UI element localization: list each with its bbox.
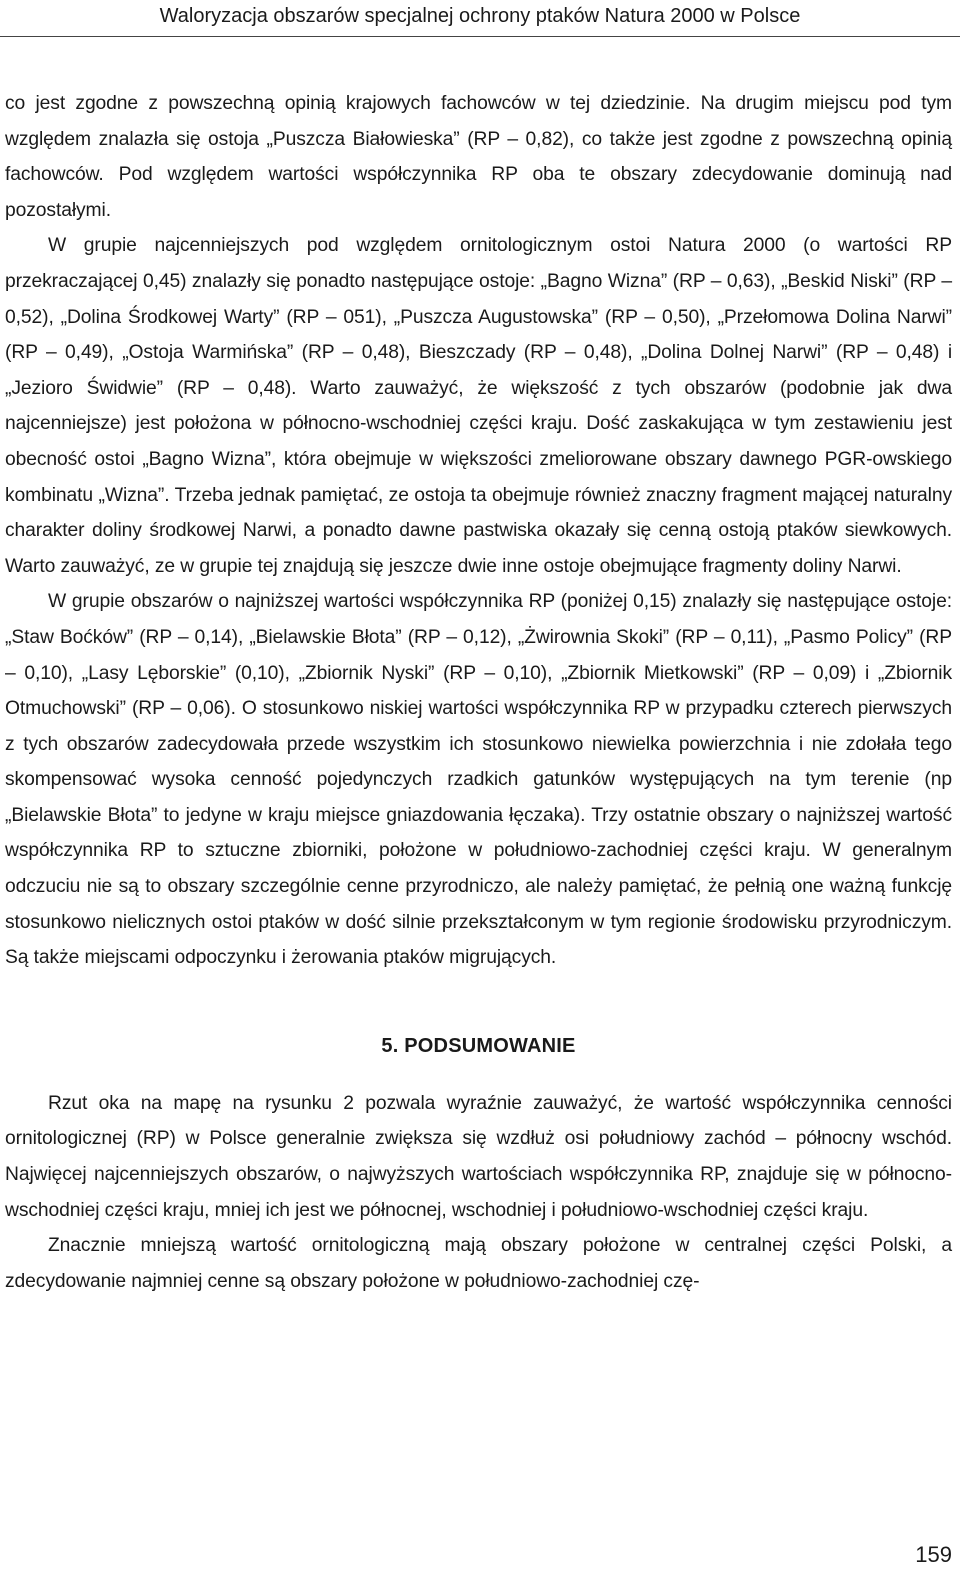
running-header [0,0,960,36]
page-number: 159 [915,1542,952,1567]
summary-paragraph-1: Rzut oka na mapę na rysunku 2 pozwala wyraźnie zauważyć, że wartość współczynnika cenności ornitologicznej (RP) w Polsce generalnie zwiększa się wzdłuż osi południowy zachód – północny wschód. Najwięcej najcenniejszych obszarów, o najwyższych wartościach współczynnika RP, znajduje się w północno-wschodniej części kraju, mniej ich jest we północnej, wschodniej i południowo-wschodniej części kraju. [5,1092,952,1221]
body-paragraph-3: W grupie obszarów o najniższej wartości współczynnika RP (poniżej 0,15) znalazły się następujące ostoje: „Staw Boćków” (RP – 0,14), „Bielawskie Błota” (RP – 0,12), „Żwirownia Skoki” (RP – 0,11), „Pasmo Policy” (RP – 0,10), „Lasy Lęborskie” (0,10), „Zbiornik Nyski” (RP – 0,10), „Zbiornik Mietkowski” (RP – 0,09) i „Zbiornik Otmuchowski” (RP – 0,06). O stosunkowo niskiej wartości współczynnika RP w przypadku czterech pierwszych z tych obszarów zadecydowała przede wszystkim ich stosunkowo niewielka powierzchnia i nie zdołała tego skompensować wysoka cenność pojedynczych rzadkich gatunków występujących na tym terenie (np „Bielawskie Błota” to jedyne w kraju miejsce gniazdowania łęczaka). Trzy ostatnie obszary o najniższej wartość współczynnika RP to sztuczne zbiorniki, położone w południowo-zachodniej części kraju. W generalnym odczuciu nie są to obszary szczególnie cenne przyrodniczo, ale należy pamiętać, że pełnią one ważną funkcję stosunkowo nielicznych ostoi ptaków w dość silnie przekształconym w tym regionie środowisku przyrodniczym. Są także miejscami odpoczynku i żerowania ptaków migrujących. [5,591,952,969]
body-paragraph-1: co jest zgodne z powszechną opinią krajowych fachowców w tej dziedzinie. Na drugim miejscu pod tym względem znalazła się ostoja „Puszcza Białowieska” (RP – 0,82), co także jest zgodne z powszechną opinią fachowców. Pod względem wartości współczynnika RP oba te obszary zdecydowanie dominują nad pozostałymi. [5,93,952,221]
document-body [5,86,952,1299]
header-divider [0,36,960,37]
body-paragraph-2: W grupie najcenniejszych pod względem ornitologicznym ostoi Natura 2000 (o wartości RP przekraczającej 0,45) znalazły się ponadto następujące ostoje: „Bagno Wizna” (RP – 0,63), „Beskid Niski” (RP – 0,52), „Dolina Środkowej Warty” (RP – 051), „Puszcza Augustowska” (RP – 0,50), „Przełomowa Dolina Narwi” (RP – 0,49), „Ostoja Warmińska” (RP – 0,48), Bieszczady (RP – 0,48), „Dolina Dolnej Narwi” (RP – 0,48) i „Jezioro Świdwie” (RP – 0,48). Warto zauważyć, że większość z tych obszarów (podobnie jak dwa najcenniejsze) jest położona w północno-wschodniej części kraju. Dość zaskakująca w tym zestawieniu jest obecność ostoi „Bagno Wizna”, która obejmuje w większości zmeliorowane obszary dawnego PGR-owskiego kombinatu „Wizna”. Trzeba jednak pamiętać, ze ostoja ta obejmuje również znaczny fragment mającej naturalny charakter doliny środkowej Narwi, a ponadto dawne pastwiska okazały się cenną ostoją ptaków siewkowych. Warto zauważyć, ze w grupie tej znajdują się jeszcze dwie inne ostoje obejmujące fragmenty doliny Narwi. [5,235,952,577]
section-heading: 5. PODSUMOWANIE [381,1034,576,1057]
summary-paragraph-2: Znacznie mniejszą wartość ornitologiczną mają obszary położone w centralnej części Polski, a zdecydowanie najmniej cenne są obszary położone w południowo-zachodniej czę- [5,1235,952,1292]
running-header-title: Waloryzacja obszarów specjalnej ochrony ptaków Natura 2000 w Polsce [159,5,801,27]
